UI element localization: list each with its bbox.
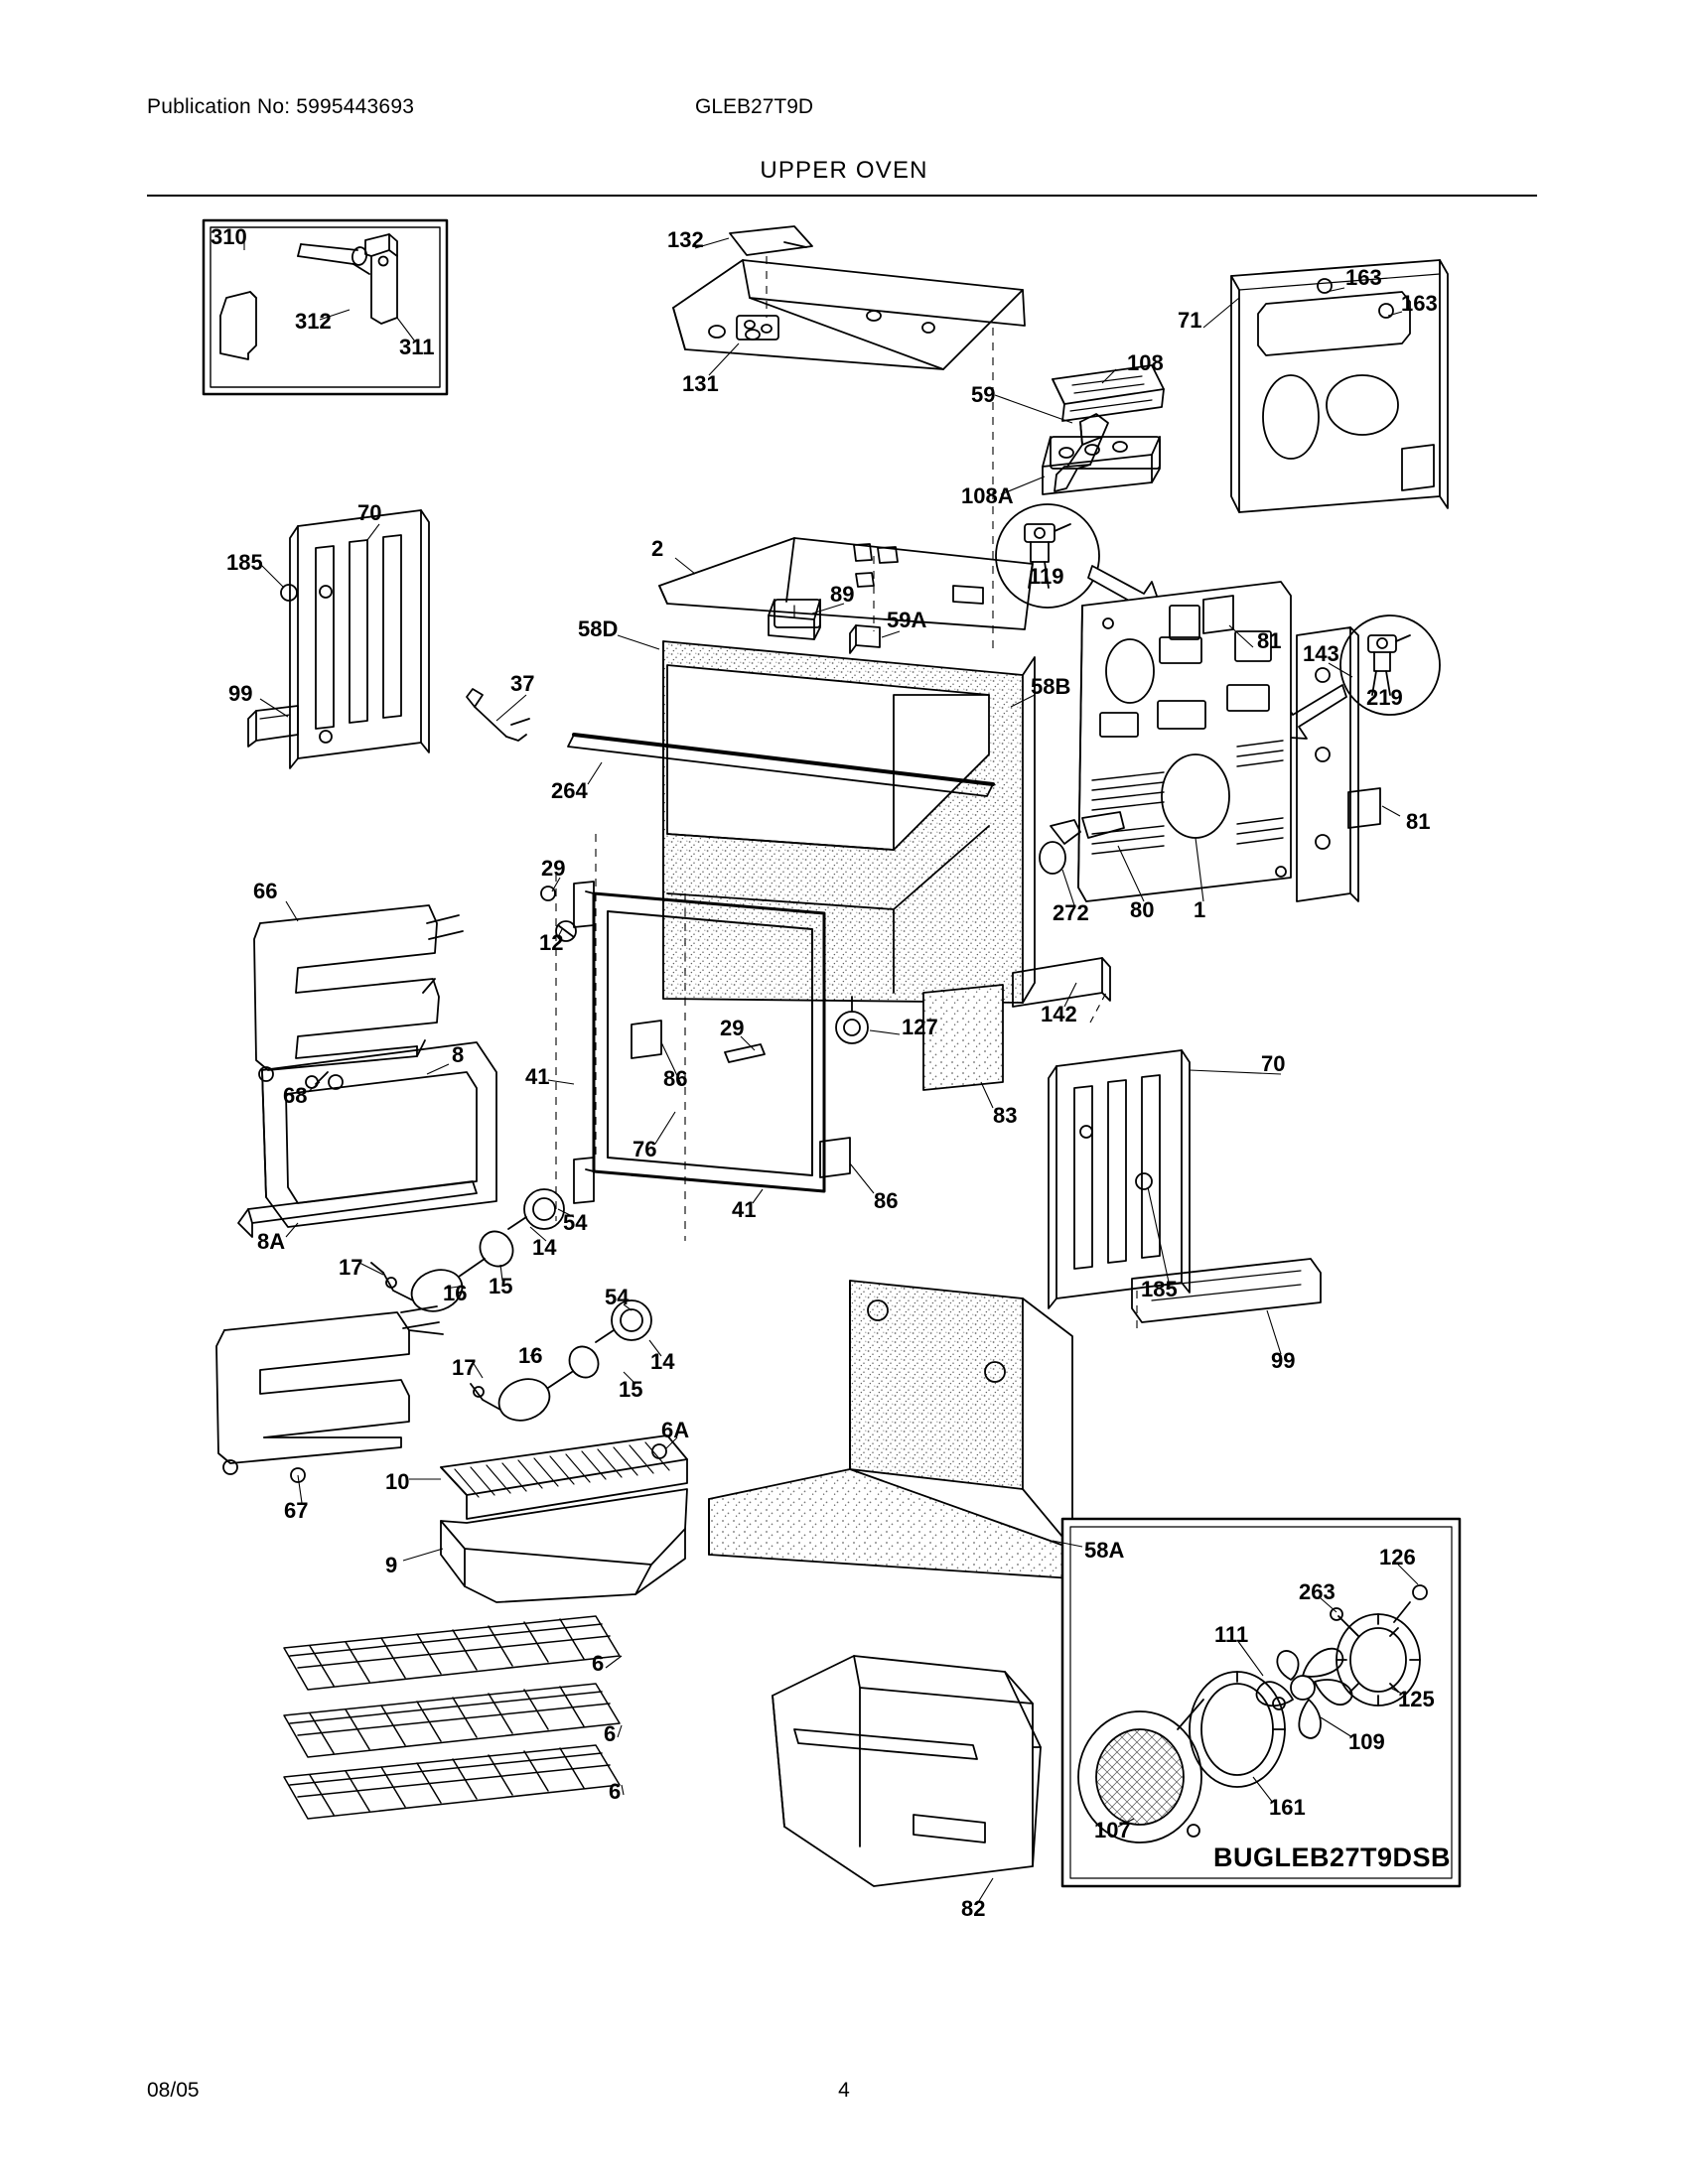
callout-15-upper: 15: [489, 1274, 513, 1298]
callout-12: 12: [539, 930, 564, 955]
callout-219: 219: [1366, 685, 1403, 710]
callout-14-lower: 14: [650, 1349, 675, 1374]
callout-6-rack2: 6: [604, 1721, 617, 1746]
callout-17-upper: 17: [339, 1255, 363, 1280]
callout-37: 37: [510, 671, 535, 696]
callout-108: 108: [1127, 350, 1164, 375]
callout-264: 264: [551, 778, 588, 803]
callout-58A: 58A: [1084, 1538, 1125, 1563]
callout-126: 126: [1379, 1545, 1416, 1570]
callout-272: 272: [1053, 900, 1089, 925]
callout-16-lower: 16: [518, 1343, 543, 1368]
callout-29-lower: 29: [720, 1016, 745, 1040]
callout-10: 10: [385, 1469, 410, 1494]
callout-185-right: 185: [1141, 1277, 1178, 1301]
callout-67: 67: [284, 1498, 309, 1523]
callout-143: 143: [1303, 641, 1339, 666]
callout-68: 68: [283, 1083, 308, 1108]
callout-99-left: 99: [228, 681, 253, 706]
callout-70-right: 70: [1261, 1051, 1286, 1076]
callout-310: 310: [211, 224, 247, 249]
revision-date: 08/05: [147, 2079, 200, 2102]
callout-127: 127: [902, 1015, 938, 1039]
callout-109: 109: [1348, 1729, 1385, 1754]
callout-6-rack1: 6: [592, 1651, 605, 1676]
callout-132: 132: [667, 227, 704, 252]
callout-1: 1: [1194, 897, 1206, 922]
callout-29-upper: 29: [541, 856, 566, 881]
callout-163-b: 163: [1401, 291, 1438, 316]
callout-86-upper: 86: [663, 1066, 688, 1091]
callout-41-lower: 41: [732, 1197, 757, 1222]
callout-76: 76: [633, 1137, 657, 1161]
callout-99-right: 99: [1271, 1348, 1296, 1373]
callout-58D: 58D: [578, 616, 619, 641]
callout-66: 66: [253, 879, 278, 903]
callout-131: 131: [682, 371, 719, 396]
callout-81-right: 81: [1406, 809, 1431, 834]
page-title: UPPER OVEN: [760, 157, 928, 184]
publication-number: Publication No: 5995443693: [147, 95, 415, 118]
callout-58B: 58B: [1031, 674, 1071, 699]
callout-8A: 8A: [257, 1229, 286, 1254]
callout-311: 311: [399, 335, 435, 359]
callout-9: 9: [385, 1553, 398, 1577]
callout-83: 83: [993, 1103, 1018, 1128]
callout-119: 119: [1029, 564, 1064, 589]
callout-59: 59: [971, 382, 996, 407]
callout-125: 125: [1398, 1687, 1435, 1711]
callout-80: 80: [1130, 897, 1155, 922]
callout-161: 161: [1269, 1795, 1306, 1820]
callout-111: 111: [1214, 1622, 1249, 1647]
callout-15-lower: 15: [619, 1377, 643, 1402]
callout-71: 71: [1178, 308, 1202, 333]
callout-16-upper: 16: [443, 1281, 468, 1305]
callout-163-a: 163: [1345, 265, 1382, 290]
callout-82: 82: [961, 1896, 986, 1921]
callout-2: 2: [651, 536, 664, 561]
callout-81-top: 81: [1257, 628, 1282, 653]
callout-41-upper: 41: [525, 1064, 550, 1089]
callout-54-upper: 54: [563, 1210, 588, 1235]
callout-108A: 108A: [961, 483, 1014, 508]
model-number: GLEB27T9D: [695, 95, 814, 118]
callout-17-lower: 17: [452, 1355, 477, 1380]
callout-185-left: 185: [226, 550, 263, 575]
callout-59A: 59A: [887, 608, 927, 632]
callout-6A: 6A: [661, 1418, 690, 1442]
inset-caption: BUGLEB27T9DSB: [1213, 1843, 1452, 1872]
callout-142: 142: [1041, 1002, 1077, 1026]
callout-14-upper: 14: [532, 1235, 557, 1260]
callout-54-lower: 54: [605, 1285, 630, 1309]
callout-70-left: 70: [357, 500, 382, 525]
callout-107: 107: [1094, 1818, 1131, 1843]
page-number: 4: [838, 2079, 850, 2102]
callout-86-lower: 86: [874, 1188, 899, 1213]
callout-6-rack3: 6: [609, 1779, 622, 1804]
callout-263: 263: [1299, 1579, 1336, 1604]
callout-89: 89: [830, 582, 855, 607]
callout-312: 312: [295, 309, 332, 334]
callout-8: 8: [452, 1042, 465, 1067]
